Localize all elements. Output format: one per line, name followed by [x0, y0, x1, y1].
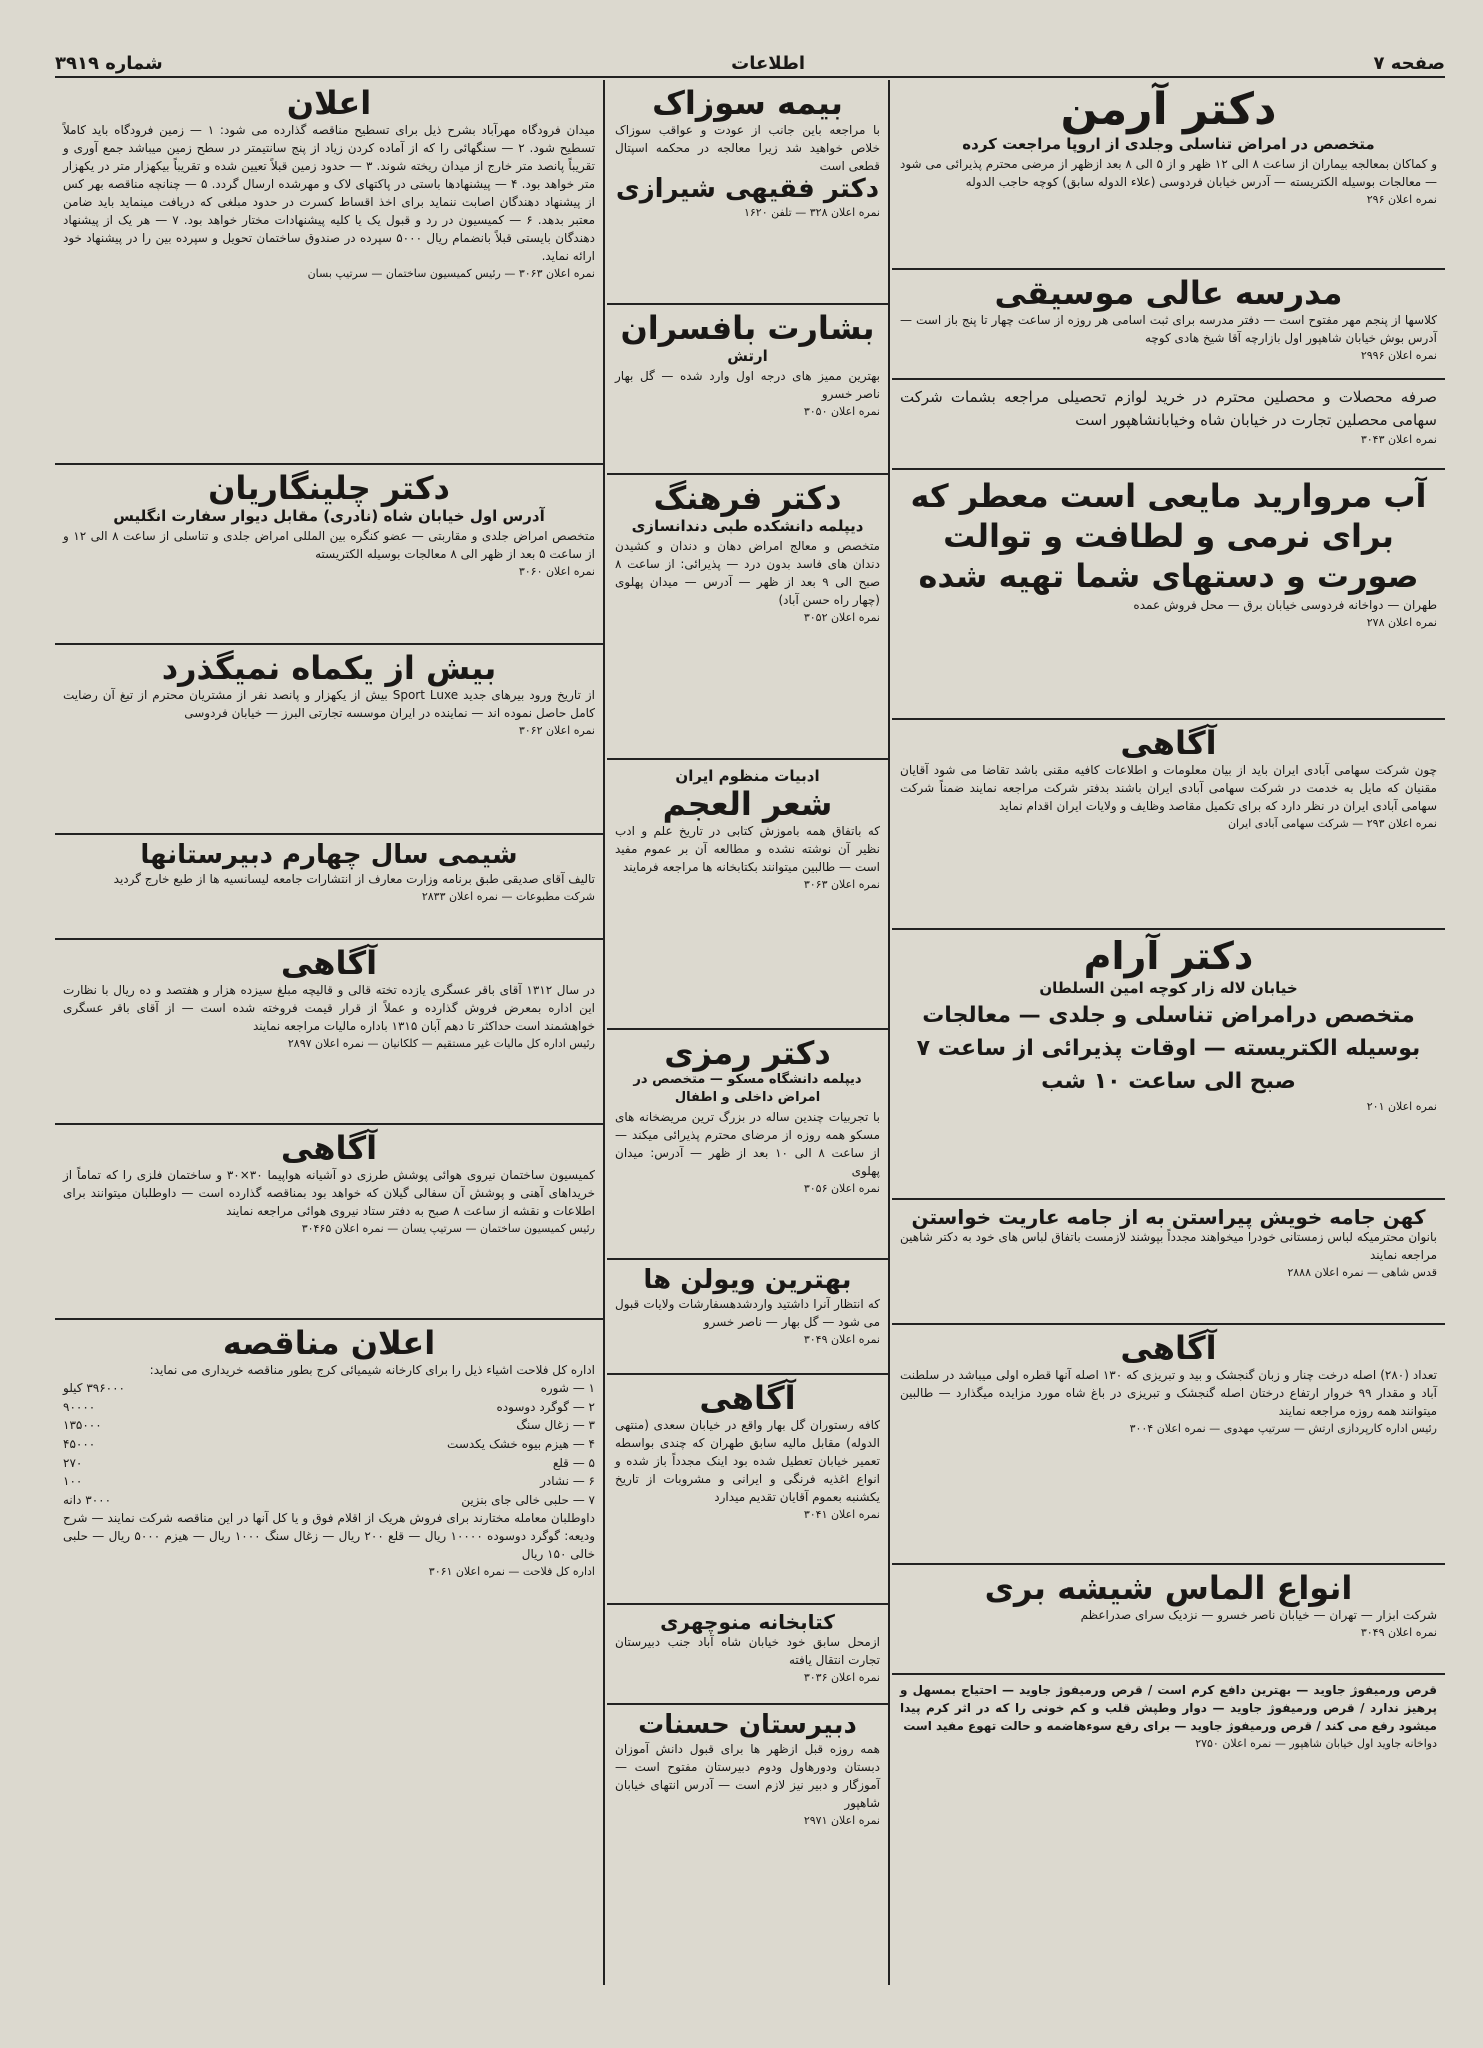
ad-number: نمره اعلان ۳۰۶۳ — رئیس کمیسیون ساختمان — سرتیپ بسان [307, 267, 595, 281]
list-item: ۲ — گوگرد دوسوده ۹۰۰۰۰ [63, 1399, 595, 1414]
ad-dr-chelingarian [55, 465, 603, 645]
ad-body: در سال ۱۳۱۲ آقای باقر عسگری یازده تخته قالی و قالیچه مبلغ سیزده هزار و هفتصد و ده ریال با نظارت این اداره بمعرض فروش گذارده و عملاً از قرار قیمت فروخته شده است — از آقای باقر عسگری خواهشمند است حداکثر تا دهم آبان ۱۳۱۵ باداره مالیات مراجعه نمایند [63, 983, 595, 1034]
list-item: ۶ — نشادر ۱۰۰ [63, 1474, 595, 1489]
list-item: ۵ — قلع ۲۷۰ [63, 1455, 595, 1470]
ad-subtitle: متخصص در امراض تناسلی وجلدی از اروپا مراجعت کرده [962, 135, 1375, 154]
ad-dr-aram [892, 930, 1445, 1200]
list-item: ۴ — هیزم بیوه خشک یکدست ۴۵۰۰۰ [63, 1436, 595, 1451]
ad-number: نمره اعلان ۳۲۸ — تلفن ۱۶۲۰ [743, 205, 880, 219]
ad-body: با تجربیات چندین ساله در بزرگ ترین مریضخانه های مسکو همه روزه از مرضای محترم پذیرائی میکند — از ساعت ۸ الی ۱۰ بعد از ظهر — آدرس: میدان پهلوی [615, 1109, 880, 1178]
ad-body: تالیف آقای صدیقی طبق برنامه وزارت معارف از انتشارات جامعه لیسانسیه ها از طبع خارج گردید [113, 871, 595, 886]
ad-number: نمره اعلان ۳۰۴۹ [1360, 1626, 1437, 1640]
ad-cafe-golbahar [607, 1375, 888, 1605]
ad-body: تعداد (۲۸۰) اصله درخت چنار و زبان گنجشک و بید و تبریزی که ۱۳۰ اصله آنها قطره اولی میباشد در سلطنت آباد و مقدار ۹۹ خروار ارتفاع درختان اصله گنجشک و تبریزی در باغ شاه مورد مزایده میگذارد — طالبین میتوانند همه روزه مراجعه نمایند [900, 1368, 1437, 1419]
ad-number: قدس شاهی — نمره اعلان ۲۸۸۸ [1287, 1266, 1437, 1279]
ad-number: نمره اعلان ۲۰۱ [1366, 1099, 1437, 1113]
ad-airfield [55, 80, 603, 465]
ad-shear-alajam [607, 760, 888, 1030]
ad-title: اعلان [286, 84, 372, 122]
ad-title: آگاهی [280, 944, 378, 982]
ad-title: دکتر آرام [1083, 934, 1254, 978]
ad-title: بشارت بافسران [620, 309, 875, 347]
ad-subtitle: خیابان لاله زار کوچه امین السلطان [1039, 978, 1298, 997]
ad-number: نمره اعلان ۳۰۴۱ [803, 1508, 880, 1522]
ad-title: کتابخانه منوچهری [660, 1610, 835, 1634]
ad-body: متخصص امراض جلدی و مقاربتی — عضو کنگره بین المللی امراض جلدی و تناسلی از ساعت ۸ الی ۱۲ و از ساعت ۵ بعد از ظهر الی ۸ معالجات بوسیله الکتریسته [63, 529, 595, 562]
ad-title: آگاهی [1120, 1329, 1217, 1367]
ad-number: نمره اعلان ۲۹۷۱ [803, 1813, 880, 1827]
ad-number: نمره اعلان ۳۰۵۰ [803, 405, 880, 419]
ad-body-secondary: داوطلبان معامله مختارند برای فروش هریک از اقلام فوق و یا کل آنها در این مناقصه شرکت نمایند — شرح ودیعه: گوگرد دوسوده ۱۰۰۰۰ ریال — قلع ۲۰۰ ریال — زغال سنگ ۱۰۰۰ ریال — هیزم ۵۰۰۰ ریال — حلبی خالی ۱۵۰ ریال [63, 1511, 595, 1562]
ad-body: بهترین ممیز های درجه اول وارد شده — گل بهار ناصر خسرو [615, 369, 880, 402]
ad-number: دواخانه جاوید اول خیابان شاهپور — نمره اعلان ۲۷۵۰ [1195, 1737, 1437, 1750]
ad-number: رئیس اداره کل مالیات غیر مستقیم — کلکانیان — نمره اعلان ۲۸۹۷ [287, 1037, 595, 1051]
right-column [892, 80, 1445, 1815]
ad-body: همه روزه قبل ازظهر ها برای قبول دانش آموزان دبستان ودورهاول ودوم دبیرستان مفتوح است — آموزگار و دبیر نیز لازم است — آدرس انتهای خیابان شاهپور [615, 1741, 880, 1810]
ad-body: چون شرکت سهامی آبادی ایران باید از بیان معلومات و اطلاعات کافیه مقنی باشد تقاضا می شود آقایان مقنیان که مایل به خدمت در شرکت سهامی آبادی ایران باشند بدفتر شرکت مراجعه نمایند ضمناً شرکت سهامی آبادی ایران در نظر دارد که برای تکمیل مقاصد وظایف و ولایات ایران اقدام نماید [900, 763, 1437, 814]
ad-ab-morvarid [892, 470, 1445, 720]
ad-dr-armen [892, 80, 1445, 270]
ad-officers [607, 305, 888, 475]
ad-number: نمره اعلان ۲۹۹۶ [1360, 349, 1437, 363]
ad-body: و کماکان بمعالجه بیماران از ساعت ۸ الی ۱۲ ظهر و از ۵ الی ۸ بعد ازظهر از مرضی محترم پذیرائی می شود — معالجات بوسیله الکتریسته — آدرس خیابان فردوسی (علاء الدوله سابق) کوچه حاجب الدوله [900, 157, 1438, 190]
ad-title: آگاهی [699, 1379, 796, 1417]
ad-number: نمره اعلان ۲۷۸ [1366, 616, 1437, 629]
ad-body: متخصص درامراض تناسلی و جلدی — معالجات بوسیله الکتریسته — اوقات پذیرائی از ساعت ۷ صبح الی ساعت ۱۰ شب [916, 1002, 1421, 1094]
ad-body: قرص ورمیفوژ جاوید — بهترین دافع کرم است / قرص ورمیفوژ جاوید — احتیاج بمسهل و پرهیز ندارد / قرص ورمیفوژ جاوید — دوار وطپش قلب و کم خونی را که در اثر کرم پیدا میشود رفع می کند / قرص ورمیفوژ جاوید — برای رفع سوءهاضمه و حالت تهوع مفید است [900, 1683, 1437, 1733]
ad-title: دکتر فرهنگ [653, 479, 842, 517]
ad-number: نمره اعلان ۲۹۳ — شرکت سهامی آبادی ایران [1227, 817, 1437, 831]
ad-body: از تاریخ ورود بیرهای جدید Sport Luxe بیش از یکهزار و پانصد نفر از مشتریان محترم از تیغ آن رضایت کامل حاصل نموده اند — نماینده در ایران موسسه تجارتی البرز — خیابان فردوسی [63, 688, 596, 721]
ad-body: بانوان محترمیکه لباس زمستانی خودرا میخواهند مجدداً بپوشند لازمست باتفاق لباس های خود به دکتر شاهین مراجعه نمایند [900, 1230, 1437, 1262]
ad-notice-airforce [55, 1125, 603, 1320]
ad-tender-agriculture [55, 1320, 603, 1840]
ad-library [607, 1605, 888, 1705]
ad-notice-trees [892, 1325, 1445, 1565]
ad-subtitle: ارتش [727, 347, 768, 366]
ad-body: کافه رستوران گل بهار واقع در خیابان سعدی (منتهی الدوله) مقابل مالیه سابق طهران که چندی بواسطه تعمیر خیابان تعطیل شده بود اینک مجدداً باز شده و انواع اغذیه فرنگی و ایرانی و مشروبات از تاریخ یکشنبه بعموم آقایان تقدیم میدارد [615, 1418, 880, 1505]
ad-title: آگاهی [280, 1129, 378, 1167]
ad-number: نمره اعلان ۳۰۶۰ [518, 565, 595, 579]
ad-notice-abadi [892, 720, 1445, 930]
ad-number: نمره اعلان ۳۰۵۲ [803, 611, 880, 625]
ad-body: میدان فرودگاه مهرآباد بشرح ذیل برای تسطیح مناقصه گذارده می شود: ۱ — زمین فرودگاه باید کاملاً تسطیح شود. ۲ — سنگهائی را که از آماده کردن زیاد از پنج سانتیمتر در سطح زمین میباشد جمع آوری و تقریباً پانصد متر خارج از میدان ریخته شوند. ۳ — حدود زمین قبلاً تعیین شده و تقریباً بیکهزار متر در یکهزار متر خواهد بود. ۴ — پیشنهادها باستی در پاکتهای لاک و مهرشده ارسال گردد. ۵ — چنانچه مناقصه بهر کس از پیشنهاد دهندگان اصابت ننماید برای اخذ اقساط کسرت در حدود مبلغی که دریافت مینماید باید ضامن معتبر بدهد. ۶ — کمیسیون در رد و قبول یک یا کلیه پیشنهادات مختار خواهد بود. ۷ — هر یک از پیشنهاد دهندگان بایستی قبلاً بانضمام ریال ۵۰۰۰ سپرده در صندوق ساختمان تحویل و سپرده بین را در پیشنهاد خود ارائه نماید. [63, 123, 596, 264]
ad-body: که باتفاق همه باموزش کتابی در تاریخ علم و ادب نظیر آن نوشته نشده و مطالعه آن بر عموم مفید است — طالبین میتوانند بکتابخانه ها مراجعه فرمایند [615, 824, 880, 875]
list-item: ۷ — حلبی خالی جای بنزین ۳۰۰۰ دانه [63, 1492, 595, 1507]
ad-body: اداره کل فلاحت اشیاء ذیل را برای کارخانه شیمیائی کرج بطور مناقصه خریداری می نماید: [149, 1363, 595, 1378]
ad-number: نمره اعلان ۳۰۴۳ [1360, 433, 1437, 446]
ad-number: نمره اعلان ۳۰۵۶ [803, 1181, 880, 1195]
list-item: ۳ — زغال سنگ ۱۳۵۰۰۰ [63, 1418, 595, 1433]
ad-title: دبیرستان حسنات [638, 1710, 857, 1740]
ad-sport-luxe [55, 645, 603, 835]
ad-title: دکتر چلینگاریان [208, 469, 450, 507]
ad-number: نمره اعلان ۳۰۳۶ [803, 1671, 880, 1684]
column-divider [888, 80, 890, 1985]
ad-insurance [607, 80, 888, 305]
ad-title: آگاهی [1120, 724, 1217, 762]
ad-title: اعلان مناقصه [222, 1324, 436, 1362]
ad-subtitle: دیپلمه دانشکده طبی دندانسازی [631, 517, 864, 536]
ad-body: با مراجعه باین جانب از عودت و عواقب سوزاک خلاص خواهید شد زیرا معالجه در محکمه اسپتال قطعی است [615, 123, 880, 174]
ad-title: دکتر آرمن [1060, 84, 1277, 135]
ad-title: بیش از یکماه نمیگذرد [161, 649, 497, 687]
column-divider [603, 80, 605, 1985]
ad-title: بیمه سوزاک [652, 84, 843, 122]
ad-students [892, 380, 1445, 470]
ad-title: دکتر رمزی [664, 1034, 831, 1072]
ad-dr-farhang [607, 475, 888, 760]
ad-glass-diamond [892, 1565, 1445, 1675]
list-item: ۱ — شوره ۳۹۶۰۰۰ کیلو [63, 1381, 595, 1396]
ad-number: رئیس اداره کارپردازی ارتش — سرتیپ مهدوی — نمره اعلان ۳۰۰۴ [1129, 1422, 1437, 1436]
ad-number: نمره اعلان ۲۹۶ [1366, 193, 1437, 207]
ad-title: بهترین ویولن ها [643, 1265, 852, 1295]
ad-number: نمره اعلان ۳۰۴۹ [803, 1332, 880, 1346]
ad-number: نمره اعلان ۳۰۶۲ [518, 724, 595, 738]
ad-violins [607, 1260, 888, 1375]
ad-body: شرکت ابزار — تهران — خیابان ناصر خسرو — نزدیک سرای صدراعظم [1080, 1608, 1437, 1623]
ad-body: طهران — دواخانه فردوسی خیابان برق — محل فروش عمده [1133, 598, 1437, 612]
ad-body: صرفه محصلات و محصلین محترم در خرید لوازم تحصیلی مراجعه بشمات شرکت سهامی محصلین تجارت در خیابان شاه وخیابانشاهپور است [900, 388, 1437, 429]
ad-body: کمیسیون ساختمان نیروی هوائی پوشش طرزی دو آشیانه هواپیما ۳۰×۳۰ و ساختمان فلزی را که تماماً از خریداهای آهنی و پوشش آن سفالی گیلان که خواهد بود بمناقصه گذارده است — داوطلبان میتوانند برای اطلاعات و نقشه از ساعت ۸ صبح به دفتر ستاد نیروی هوائی مراجعه نمایند [63, 1168, 595, 1219]
ad-body: که انتظار آنرا داشتید واردشدهسفارشات ولایات قبول می شود — گل بهار — ناصر خسرو [615, 1296, 880, 1329]
ad-title: آب مروارید مایعی است معطر که برای نرمی و لطافت و توالت صورت و دستهای شما تهیه شده [910, 477, 1427, 595]
ad-hasanat-school [607, 1705, 888, 1855]
ad-title: مدرسه عالی موسیقی [994, 274, 1343, 312]
ad-subtitle: آدرس اول خیابان شاه (نادری) مقابل دیوار سفارت انگلیس [113, 507, 545, 526]
ad-title: کهن جامه خویش پیراستن به از جامه عاریت خواستن [911, 1205, 1426, 1229]
ad-number: اداره کل فلاحت — نمره اعلان ۳۰۶۱ [428, 1565, 595, 1579]
ad-body: متخصص و معالج امراض دهان و دندان و کشیدن دندان های فاسد بدون درد — پذیرائی: از ساعت ۸ صبح الی ۹ بعد از ظهر — آدرس — میدان پهلوی (چهار راه حسن آباد) [615, 539, 881, 608]
paper-name: اطلاعات [731, 52, 806, 74]
ad-subtitle: ادبیات منظوم ایران [675, 767, 820, 785]
ad-subtitle: دیپلمه دانشگاه مسکو — متخصص در امراض داخلی و اطفال [633, 1072, 862, 1106]
ad-old-clothes [892, 1200, 1445, 1325]
ad-signature: دکتر فقیهی شیرازی [615, 174, 880, 205]
ad-number: نمره اعلان ۳۰۶۳ [803, 878, 880, 892]
ad-body: کلاسها از پنجم مهر مفتوح است — دفتر مدرسه برای ثبت اسامی هر روزه از ساعت چهار تا پنج باز است — آدرس بوش خیابان شاهپور اول بازارچه آقا شیخ هادی کوچه [900, 313, 1437, 346]
ad-title: انواع الماس شیشه بری [984, 1569, 1353, 1607]
ad-title: شعر العجم [662, 785, 833, 823]
ad-body: ازمحل سابق خود خیابان شاه آباد جنب دبیرستان تجارت انتقال یافته [615, 1635, 880, 1667]
item-list [63, 1379, 595, 1509]
middle-column [607, 80, 888, 1855]
ad-vermifuge [892, 1675, 1445, 1815]
ad-chemistry-book [55, 835, 603, 940]
ad-music-school [892, 270, 1445, 380]
left-column [55, 80, 603, 1840]
masthead [55, 50, 1445, 78]
ad-dr-ramzi [607, 1030, 888, 1260]
issue-number: شماره ۳۹۱۹ [55, 52, 163, 74]
ad-title: شیمی سال چهارم دبیرستانها [140, 840, 518, 870]
ad-number: رئیس کمیسیون ساختمان — سرتیپ یسان — نمره اعلان ۳۰۴۶۵ [301, 1222, 595, 1236]
ad-number: شرکت مطبوعات — نمره اعلان ۲۸۳۳ [421, 889, 595, 903]
page-number: صفحه ۷ [1373, 52, 1445, 74]
ad-notice-carpets [55, 940, 603, 1125]
